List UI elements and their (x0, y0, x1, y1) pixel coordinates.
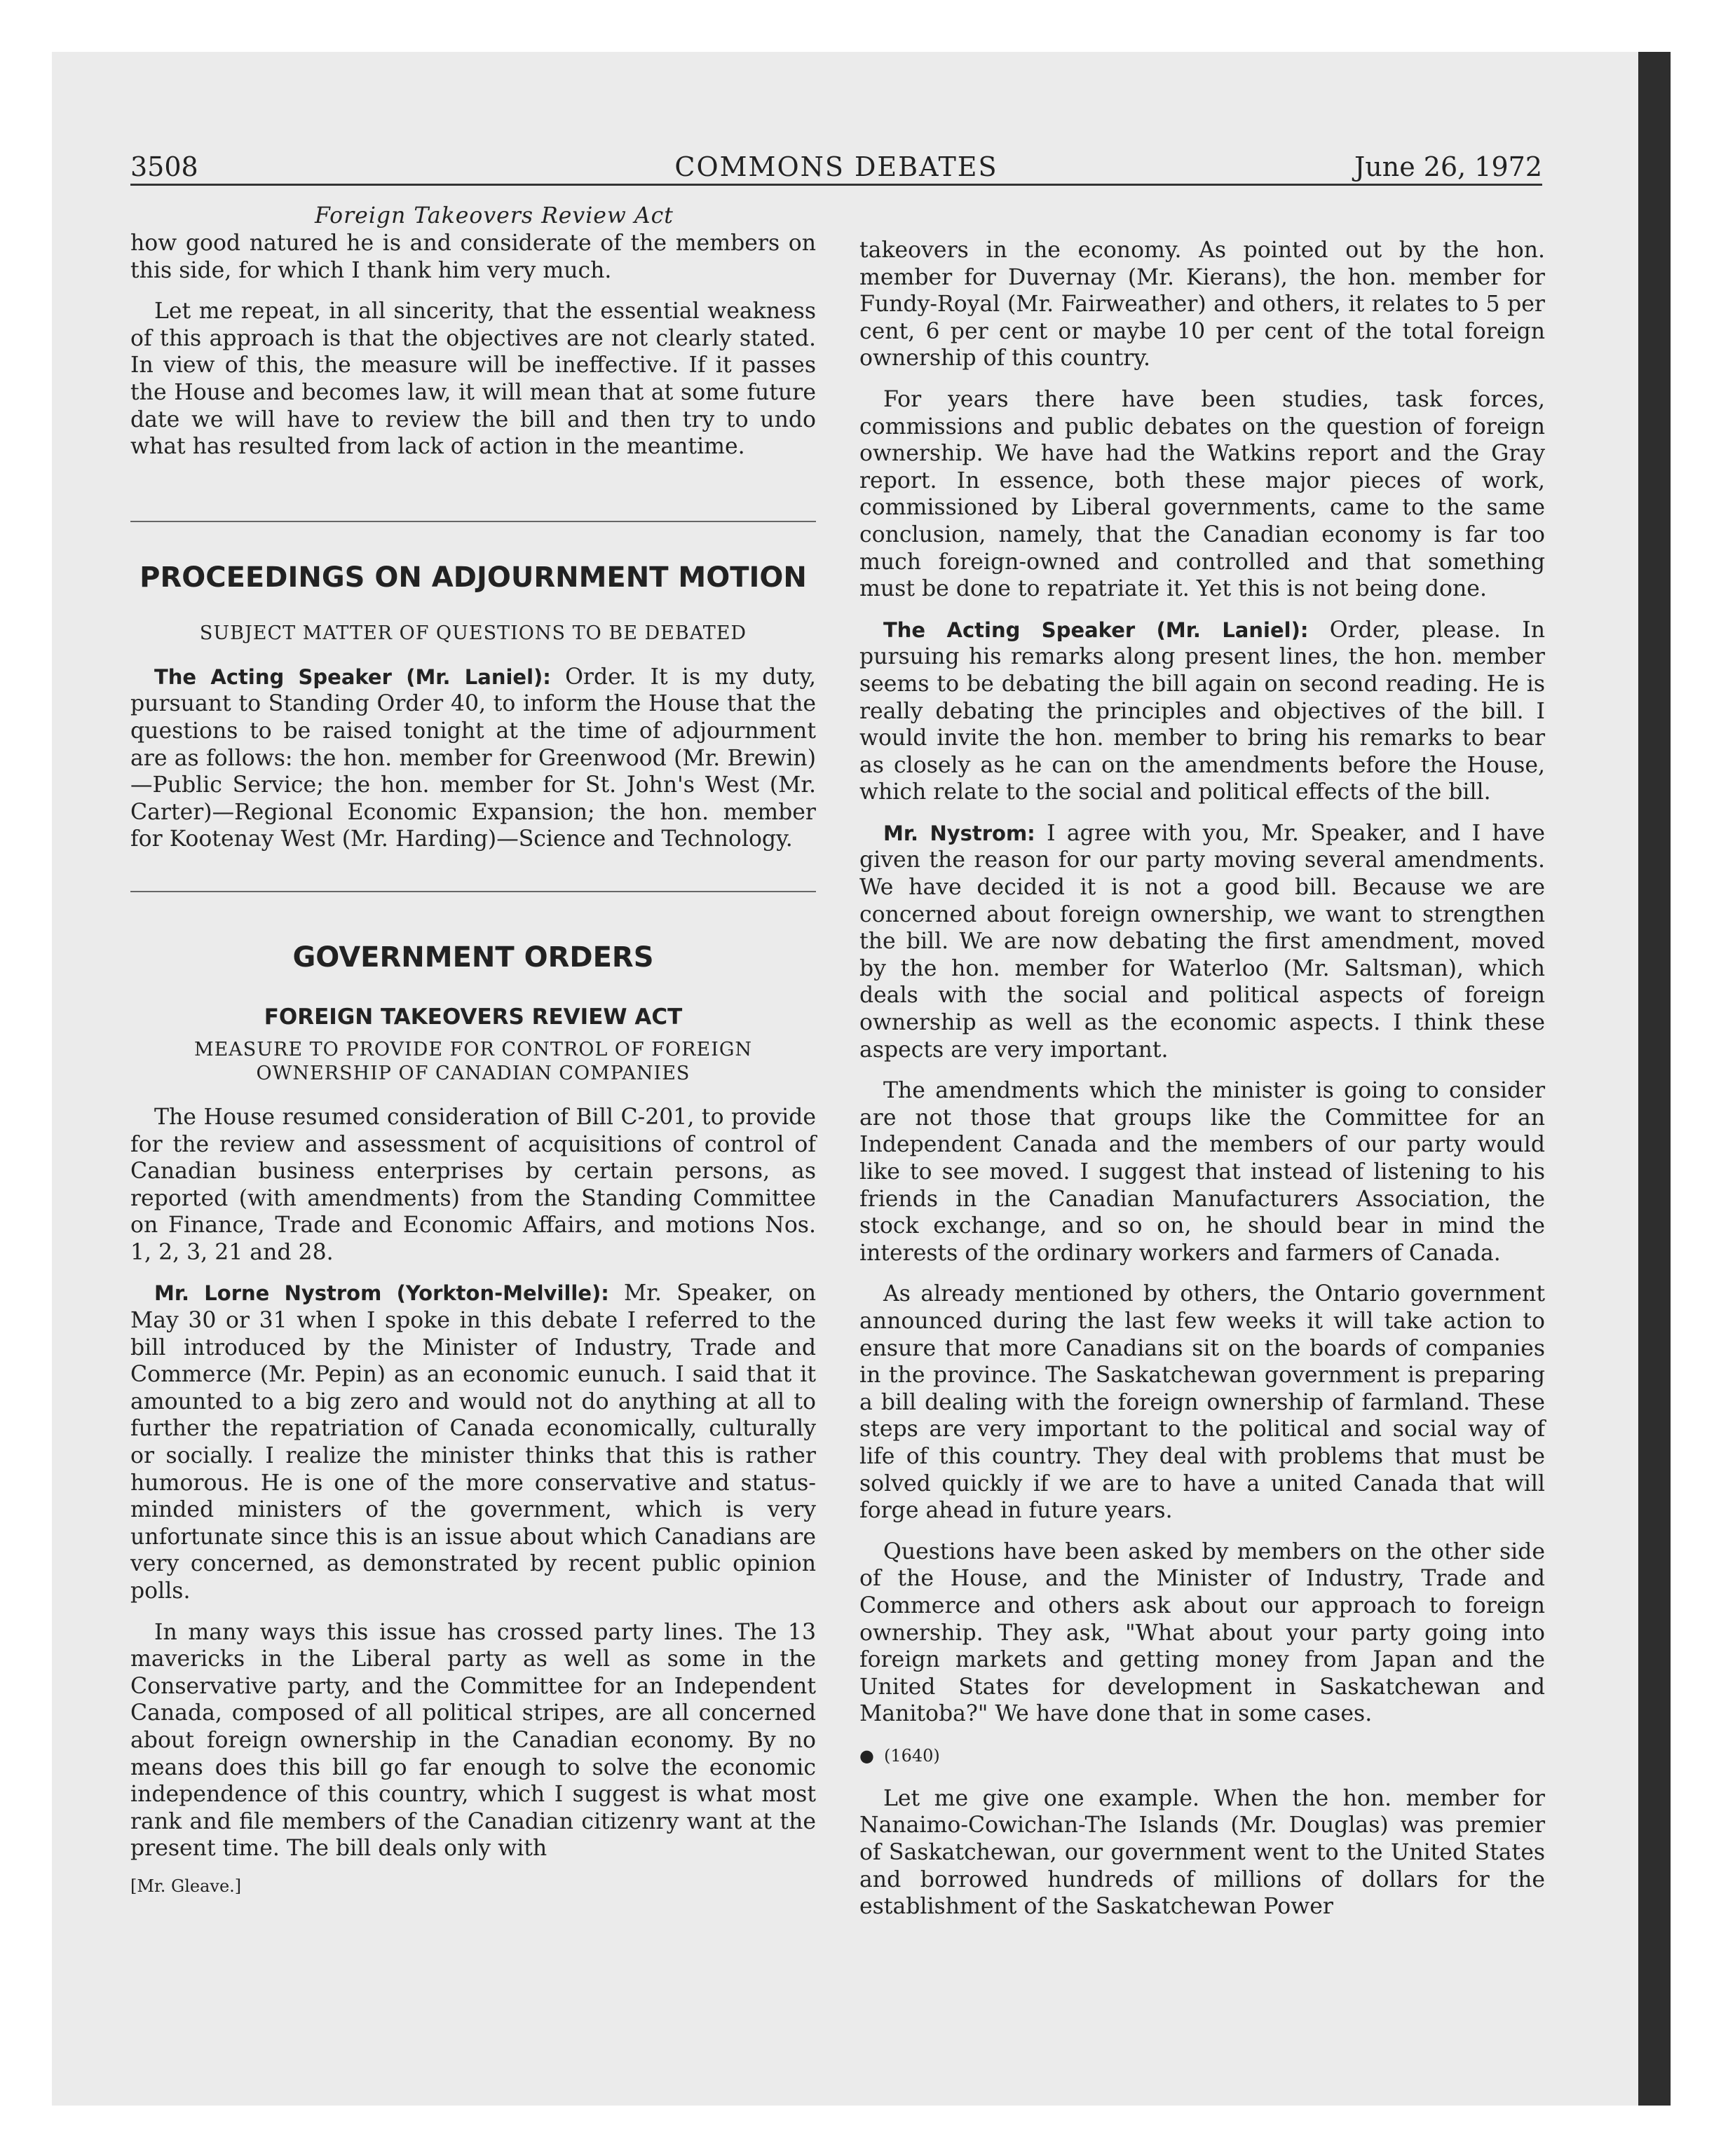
speech-paragraph (130, 664, 816, 853)
speech-text: Order. It is my duty, pursuant to Standing Order 40, to inform the House that the questions to be raised tonight at the time of adjournment are as follows: the hon. member for Greenwood (Mr. Brewin)—Public Service; the hon. member for St. John's West (Mr. Carter)—Regional Economic Expansion; the hon. member for Kootenay West (Mr. Harding)—Science and Technology. (130, 664, 817, 852)
page-header (130, 150, 1542, 186)
page-date: June 26, 1972 (1354, 151, 1542, 182)
paragraph: The amendments which the minister is going to consider are not those that groups like the Committee for an Independent Canada and the members of our party would like to see moved. I suggest that instead of listening to his friends in the Canadian Manufacturers Association, the stock exchange, and so on, he should bear in mind the interests of the ordinary workers and farmers of Canada. (859, 1078, 1545, 1266)
speech-paragraph (130, 1280, 816, 1604)
paragraph: For years there have been studies, task forces, commissions and public debates on the question of foreign ownership. We have had the Watkins report and the Gray report. In essence, both these major pieces of work, commissioned by Liberal governments, came to the same conclusion, namely, that the Canadian economy is far too much foreign-owned and controlled and that something must be done to repatriate it. Yet this is not being done. (859, 386, 1545, 602)
paragraph: how good natured he is and considerate of the members on this side, for which I thank him very much. (130, 231, 816, 283)
bill-title: FOREIGN TAKEOVERS REVIEW ACT (264, 1004, 683, 1030)
bullet-icon: ● (859, 1745, 874, 1766)
paragraph: takeovers in the economy. As pointed out by the hon. member for Duvernay (Mr. Kierans), the hon. member for Fundy-Royal (Mr. Fairweather) and others, it relates to 5 per cent, 6 per cent or maybe 10 per cent of the total foreign ownership of this country. (859, 238, 1545, 371)
speaker-name: Mr. Lorne Nystrom (Yorkton-Melville): (154, 1281, 609, 1306)
timestamp-marker (859, 1742, 1545, 1770)
speech-paragraph (859, 617, 1545, 806)
section-heading: PROCEEDINGS ON ADJOURNMENT MOTION (140, 561, 807, 594)
speech-text: Order, please. In pursuing his remarks along present lines, the hon. member seems to be debating the bill again on second reading. He is really debating the principles and objectives of the bill. I would invite the hon. member to bring his remarks to bear as closely as he can on the amendments before the House, which relate to the social and political effects of the bill. (859, 617, 1545, 805)
timestamp-text: (1640) (883, 1745, 940, 1766)
paragraph: The House resumed consideration of Bill C-201, to provide for the review and assessment of acquisitions of control of Canadian business enterprises by certain persons, as reported (with amendments) from the Standing Committee on Finance, Trade and Economic Affairs, and motions Nos. 1, 2, 3, 21 and 28. (130, 1104, 816, 1265)
section-subheading: SUBJECT MATTER OF QUESTIONS TO BE DEBATED (199, 622, 747, 644)
speaker-name: Mr. Nystrom: (883, 821, 1035, 845)
paragraph: As already mentioned by others, the Ontario government announced during the last few weeks it will take action to ensure that more Canadians sit on the boards of companies in the province. The Saskatchewan government is preparing a bill dealing with the foreign ownership of farmland. These steps are very important to the political and social way of life of this country. They deal with problems that must be solved quickly if we are to have a united Canada that will forge ahead in future years. (859, 1281, 1545, 1524)
left-column (130, 203, 816, 1896)
speech-paragraph (859, 820, 1545, 1063)
scan-edge-bar (1638, 52, 1671, 2106)
paragraph: In many ways this issue has crossed party lines. The 13 mavericks in the Liberal party as well as some in the Conservative party, and the Committee for an Independent Canada, composed of all political stripes, are all concerned about foreign ownership in the Canadian economy. By no means does this bill go far enough to solve the economic independence of this country, which I suggest is what most rank and file members of the Canadian citizenry want at the present time. The bill deals only with (130, 1619, 816, 1862)
bill-description: MEASURE TO PROVIDE FOR CONTROL OF FOREIGN OWNERSHIP OF CANADIAN COMPANIES (193, 1038, 753, 1084)
speaker-name: The Acting Speaker (Mr. Laniel): (154, 664, 551, 689)
speaker-name: The Acting Speaker (Mr. Laniel): (883, 618, 1309, 642)
paragraph: Let me repeat, in all sincerity, that the essential weakness of this approach is that the objectives are not clearly stated. In view of this, the measure will be ineffective. If it passes the House and becomes law, it will mean that at some future date we will have to review the bill and then try to undo what has resulted from lack of action in the meantime. (130, 299, 816, 460)
speech-text: Mr. Speaker, on May 30 or 31 when I spoke in this debate I referred to the bill introduced by the Minister of Industry, Trade and Commerce (Mr. Pepin) as an economic eunuch. I said that it amounted to a big zero and would not do anything at all to further the repatriation of Canada economically, culturally or socially. I realize the minister thinks that this is rather humorous. He is one of the more conservative and status-minded ministers of the government, which is very unfortunate since this is an issue about which Canadians are very concerned, as demonstrated by recent public opinion polls. (130, 1281, 816, 1604)
paragraph: Questions have been asked by members on the other side of the House, and the Minister of Industry, Trade and Commerce and others ask about our approach to foreign ownership. They ask, "What about your party going into foreign markets and getting money from Japan and the United States for development in Saskatchewan and Manitoba?" We have done that in some cases. (859, 1538, 1545, 1727)
running-title: Foreign Takeovers Review Act (315, 203, 674, 228)
section-heading: GOVERNMENT ORDERS (292, 941, 654, 974)
right-column (859, 237, 1545, 1935)
page-number: 3508 (130, 151, 198, 182)
speaker-footnote: [Mr. Gleave.] (130, 1876, 242, 1896)
speech-text: I agree with you, Mr. Speaker, and I have given the reason for our party moving several amendments. We have decided it is not a good bill. Because we are concerned about foreign ownership, we want to strengthen the bill. We are now debating the first amendment, moved by the hon. member for Waterloo (Mr. Saltsman), which deals with the social and political aspects of foreign ownership as well as the economic aspects. I think these aspects are very important. (859, 820, 1546, 1063)
paragraph: Let me give one example. When the hon. member for Nanaimo-Cowichan-The Islands (Mr. Douglas) was premier of Saskatchewan, our government went to the United States and borrowed hundreds of millions of dollars for the establishment of the Saskatchewan Power (859, 1785, 1545, 1920)
publication-title: COMMONS DEBATES (674, 151, 998, 182)
